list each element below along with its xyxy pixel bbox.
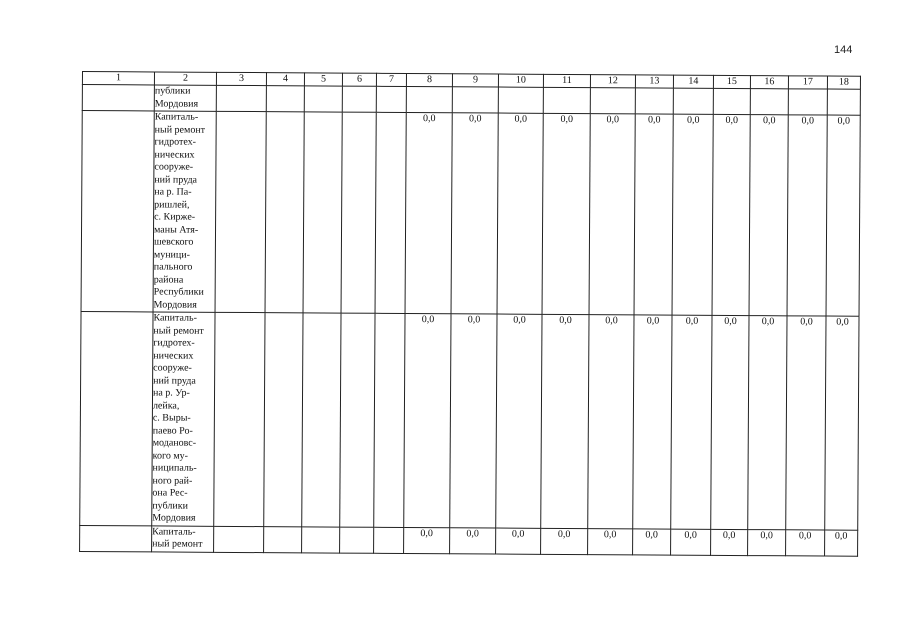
value-cell: 0,0 xyxy=(450,527,496,553)
header-cell: 18 xyxy=(827,76,860,89)
empty-cell xyxy=(376,86,406,112)
empty-cell xyxy=(340,313,375,527)
empty-cell xyxy=(341,112,376,313)
description-line: ний пруда xyxy=(154,173,198,186)
description-line: Мордовия xyxy=(154,97,199,110)
header-cell: 11 xyxy=(543,74,590,87)
description-line: пального xyxy=(153,261,193,273)
table-row xyxy=(80,525,858,556)
value-cell: 0,0 xyxy=(497,113,543,314)
header-cell: 8 xyxy=(406,73,452,86)
empty-cell xyxy=(266,86,304,112)
value-cell: 0,0 xyxy=(749,115,788,316)
header-cell: 14 xyxy=(673,75,713,88)
value-cell: 0,0 xyxy=(712,114,750,315)
value-cell: 0,0 xyxy=(404,527,450,553)
description-line: Капиталь- xyxy=(153,312,197,324)
value-cell: 0,0 xyxy=(541,314,589,528)
header-cell: 12 xyxy=(590,75,635,88)
description-line: ниципаль- xyxy=(152,462,197,474)
header-cell: 1 xyxy=(82,72,154,85)
header-cell: 3 xyxy=(216,72,266,85)
header-cell: 13 xyxy=(635,75,673,88)
header-cell: 4 xyxy=(266,73,304,86)
value-cell: 0,0 xyxy=(496,528,541,554)
description-line: нических xyxy=(154,148,195,161)
empty-cell xyxy=(303,112,342,313)
value-cell xyxy=(498,87,543,113)
empty-cell xyxy=(302,526,340,552)
header-cell: 10 xyxy=(498,74,543,87)
description-line: с. Выры- xyxy=(152,412,191,424)
description-line: района xyxy=(153,273,184,286)
header-cell: 17 xyxy=(788,76,827,89)
value-cell xyxy=(713,88,750,114)
empty-cell xyxy=(375,112,406,313)
value-cell: 0,0 xyxy=(496,314,542,528)
value-cell xyxy=(673,88,713,114)
description-line: гидротех- xyxy=(153,337,195,349)
description-line: Мордовия xyxy=(152,512,196,524)
description-line: сооруже- xyxy=(154,161,194,173)
table-row xyxy=(81,111,860,317)
empty-cell xyxy=(265,112,304,313)
empty-cell xyxy=(342,86,376,112)
value-cell: 0,0 xyxy=(634,114,673,315)
value-cell: 0,0 xyxy=(711,315,749,529)
description-line: ного рай- xyxy=(152,474,193,487)
value-cell: 0,0 xyxy=(451,113,498,314)
header-cell: 16 xyxy=(750,76,788,89)
value-cell xyxy=(452,87,498,113)
empty-cell xyxy=(215,111,266,312)
description-line: ний пруда xyxy=(153,374,196,387)
value-cell xyxy=(590,88,635,114)
value-cell: 0,0 xyxy=(450,314,497,528)
empty-cell xyxy=(214,312,265,526)
cell-col1 xyxy=(80,311,153,525)
description-line: гидротех- xyxy=(154,136,197,148)
value-cell xyxy=(788,89,827,115)
header-cell: 6 xyxy=(342,73,376,86)
empty-cell xyxy=(216,85,266,111)
description-line: ришлей, xyxy=(154,198,190,211)
header-cell: 15 xyxy=(713,75,750,88)
description-line: паево Ро- xyxy=(152,424,193,437)
value-cell: 0,0 xyxy=(405,112,452,313)
value-cell: 0,0 xyxy=(404,313,451,527)
page-number: 144 xyxy=(834,44,853,56)
header-cell: 9 xyxy=(452,74,498,87)
description-line: Капиталь- xyxy=(154,111,199,123)
value-cell: 0,0 xyxy=(633,315,672,529)
value-cell xyxy=(406,86,452,112)
table-row xyxy=(80,311,859,529)
empty-cell xyxy=(374,527,404,553)
value-cell xyxy=(543,87,590,113)
header-cell: 2 xyxy=(154,72,216,85)
description-line: на р. Ур- xyxy=(153,387,190,399)
value-cell: 0,0 xyxy=(589,114,635,315)
value-cell: 0,0 xyxy=(588,528,633,554)
description-line: ный ремонт xyxy=(153,324,204,337)
description-line: кого му- xyxy=(152,449,189,462)
description-line: Республики xyxy=(153,286,204,298)
value-cell xyxy=(750,89,788,115)
value-cell xyxy=(635,88,673,114)
header-cell: 5 xyxy=(304,73,342,86)
description-line: Капиталь- xyxy=(152,525,196,538)
value-cell: 0,0 xyxy=(826,115,860,316)
empty-cell xyxy=(214,526,264,552)
description-line: публики xyxy=(154,85,191,97)
empty-cell xyxy=(264,526,302,552)
value-cell: 0,0 xyxy=(633,528,671,554)
description-line: нических xyxy=(153,349,194,362)
value-cell xyxy=(827,89,860,115)
description-line: муници- xyxy=(153,248,190,261)
description-line: модановс- xyxy=(152,437,197,449)
description-line: Мордовия xyxy=(153,298,197,311)
cell-col1 xyxy=(80,525,152,551)
value-cell: 0,0 xyxy=(748,316,787,530)
description-line: маны Атя- xyxy=(153,223,199,236)
value-cell: 0,0 xyxy=(786,529,825,555)
empty-cell xyxy=(304,86,342,112)
description-cell xyxy=(154,85,216,111)
description-line: она Рес- xyxy=(152,487,188,499)
value-cell: 0,0 xyxy=(672,114,713,315)
description-cell xyxy=(152,525,214,551)
value-cell: 0,0 xyxy=(825,530,858,556)
empty-cell xyxy=(340,527,374,553)
value-cell: 0,0 xyxy=(786,316,826,530)
cell-col1 xyxy=(81,111,154,312)
description-line: лейка, xyxy=(152,399,180,412)
description-line: ный ремонт xyxy=(152,538,203,550)
value-cell: 0,0 xyxy=(671,529,711,555)
description-line: с. Кирже- xyxy=(154,211,196,223)
header-cell: 7 xyxy=(376,73,406,86)
description-line: на р. Па- xyxy=(154,186,192,198)
description-cell xyxy=(153,111,216,312)
description-line: сооруже- xyxy=(153,362,192,374)
data-table xyxy=(79,71,861,556)
value-cell: 0,0 xyxy=(711,529,748,555)
value-cell: 0,0 xyxy=(671,315,712,529)
description-cell xyxy=(152,312,215,526)
value-cell: 0,0 xyxy=(588,315,634,529)
empty-cell xyxy=(264,313,303,527)
value-cell: 0,0 xyxy=(748,529,786,555)
empty-cell xyxy=(302,313,341,527)
value-cell: 0,0 xyxy=(542,113,590,314)
value-cell: 0,0 xyxy=(787,115,827,316)
value-cell: 0,0 xyxy=(825,316,859,530)
empty-cell xyxy=(374,313,405,527)
description-line: публики xyxy=(152,499,189,512)
description-line: ный ремонт xyxy=(154,123,206,136)
cell-col1 xyxy=(82,85,154,111)
description-line: шевского xyxy=(153,236,194,248)
value-cell: 0,0 xyxy=(541,528,588,554)
